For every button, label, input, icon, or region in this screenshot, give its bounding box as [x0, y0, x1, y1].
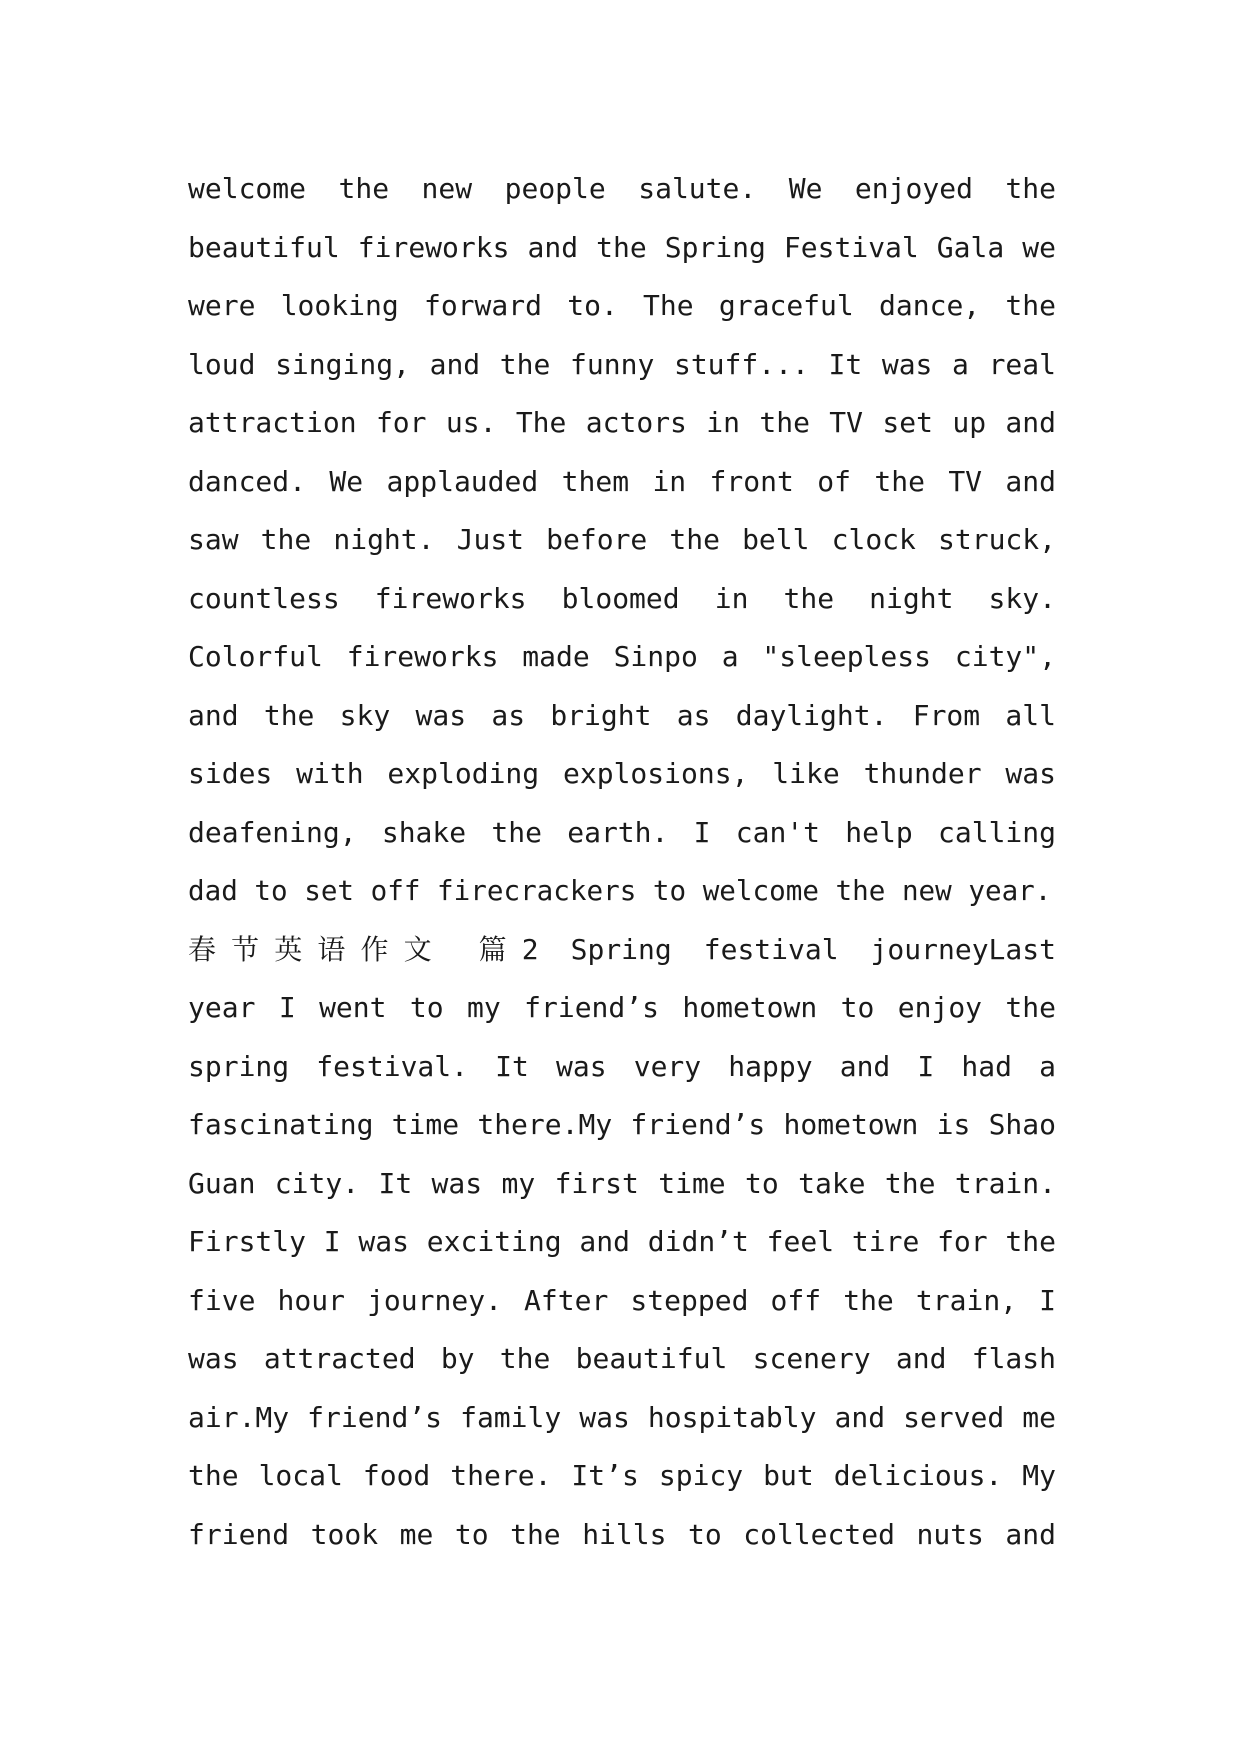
body-text — [188, 160, 1056, 1564]
text-line: dad to set off firecrackers to welcome the new year. — [188, 874, 1052, 907]
text-line: countless fireworks bloomed in the night sky. — [188, 581, 1056, 615]
text-line: welcome the new people salute. We enjoyed the — [188, 172, 1056, 205]
text-line: year I went to my friend’s hometown to enjoy the — [188, 991, 1056, 1024]
text-line: beautiful fireworks and the Spring Festival Gala we — [188, 230, 1056, 264]
text-line: Guan city. It was my first time to take the train. — [188, 1166, 1056, 1200]
text-line: five hour journey. After stepped off the train, I — [188, 1283, 1056, 1317]
section-heading-line: 春节英语作文 篇2 Spring festival journeyLast — [188, 932, 1056, 966]
text-line: saw the night. Just before the bell clock struck, — [188, 523, 1056, 556]
text-line: was attracted by the beautiful scenery and flash — [188, 1342, 1056, 1375]
text-line: friend took me to the hills to collected nuts and — [188, 1517, 1056, 1551]
text-line: deafening, shake the earth. I can't help calling — [188, 815, 1056, 849]
text-line: the local food there. It’s spicy but delicious. My — [188, 1459, 1056, 1492]
text-line: danced. We applauded them in front of the TV and — [188, 464, 1056, 498]
text-line: Firstly I was exciting and didn’t feel tire for the — [188, 1225, 1056, 1258]
text-line: air.My friend’s family was hospitably and served me — [188, 1400, 1056, 1434]
text-line: were looking forward to. The graceful dance, the — [188, 289, 1056, 322]
text-line: fascinating time there.My friend’s hometown is Shao — [188, 1108, 1056, 1141]
text-line: Colorful fireworks made Sinpo a "sleepless city", — [188, 640, 1056, 673]
text-line: loud singing, and the funny stuff... It was a real — [188, 347, 1056, 381]
text-line: and the sky was as bright as daylight. From all — [188, 698, 1056, 732]
text-line: attraction for us. The actors in the TV set up and — [188, 406, 1056, 439]
text-line: sides with exploding explosions, like thunder was — [188, 757, 1056, 790]
text-line: spring festival. It was very happy and I had a — [188, 1049, 1056, 1083]
